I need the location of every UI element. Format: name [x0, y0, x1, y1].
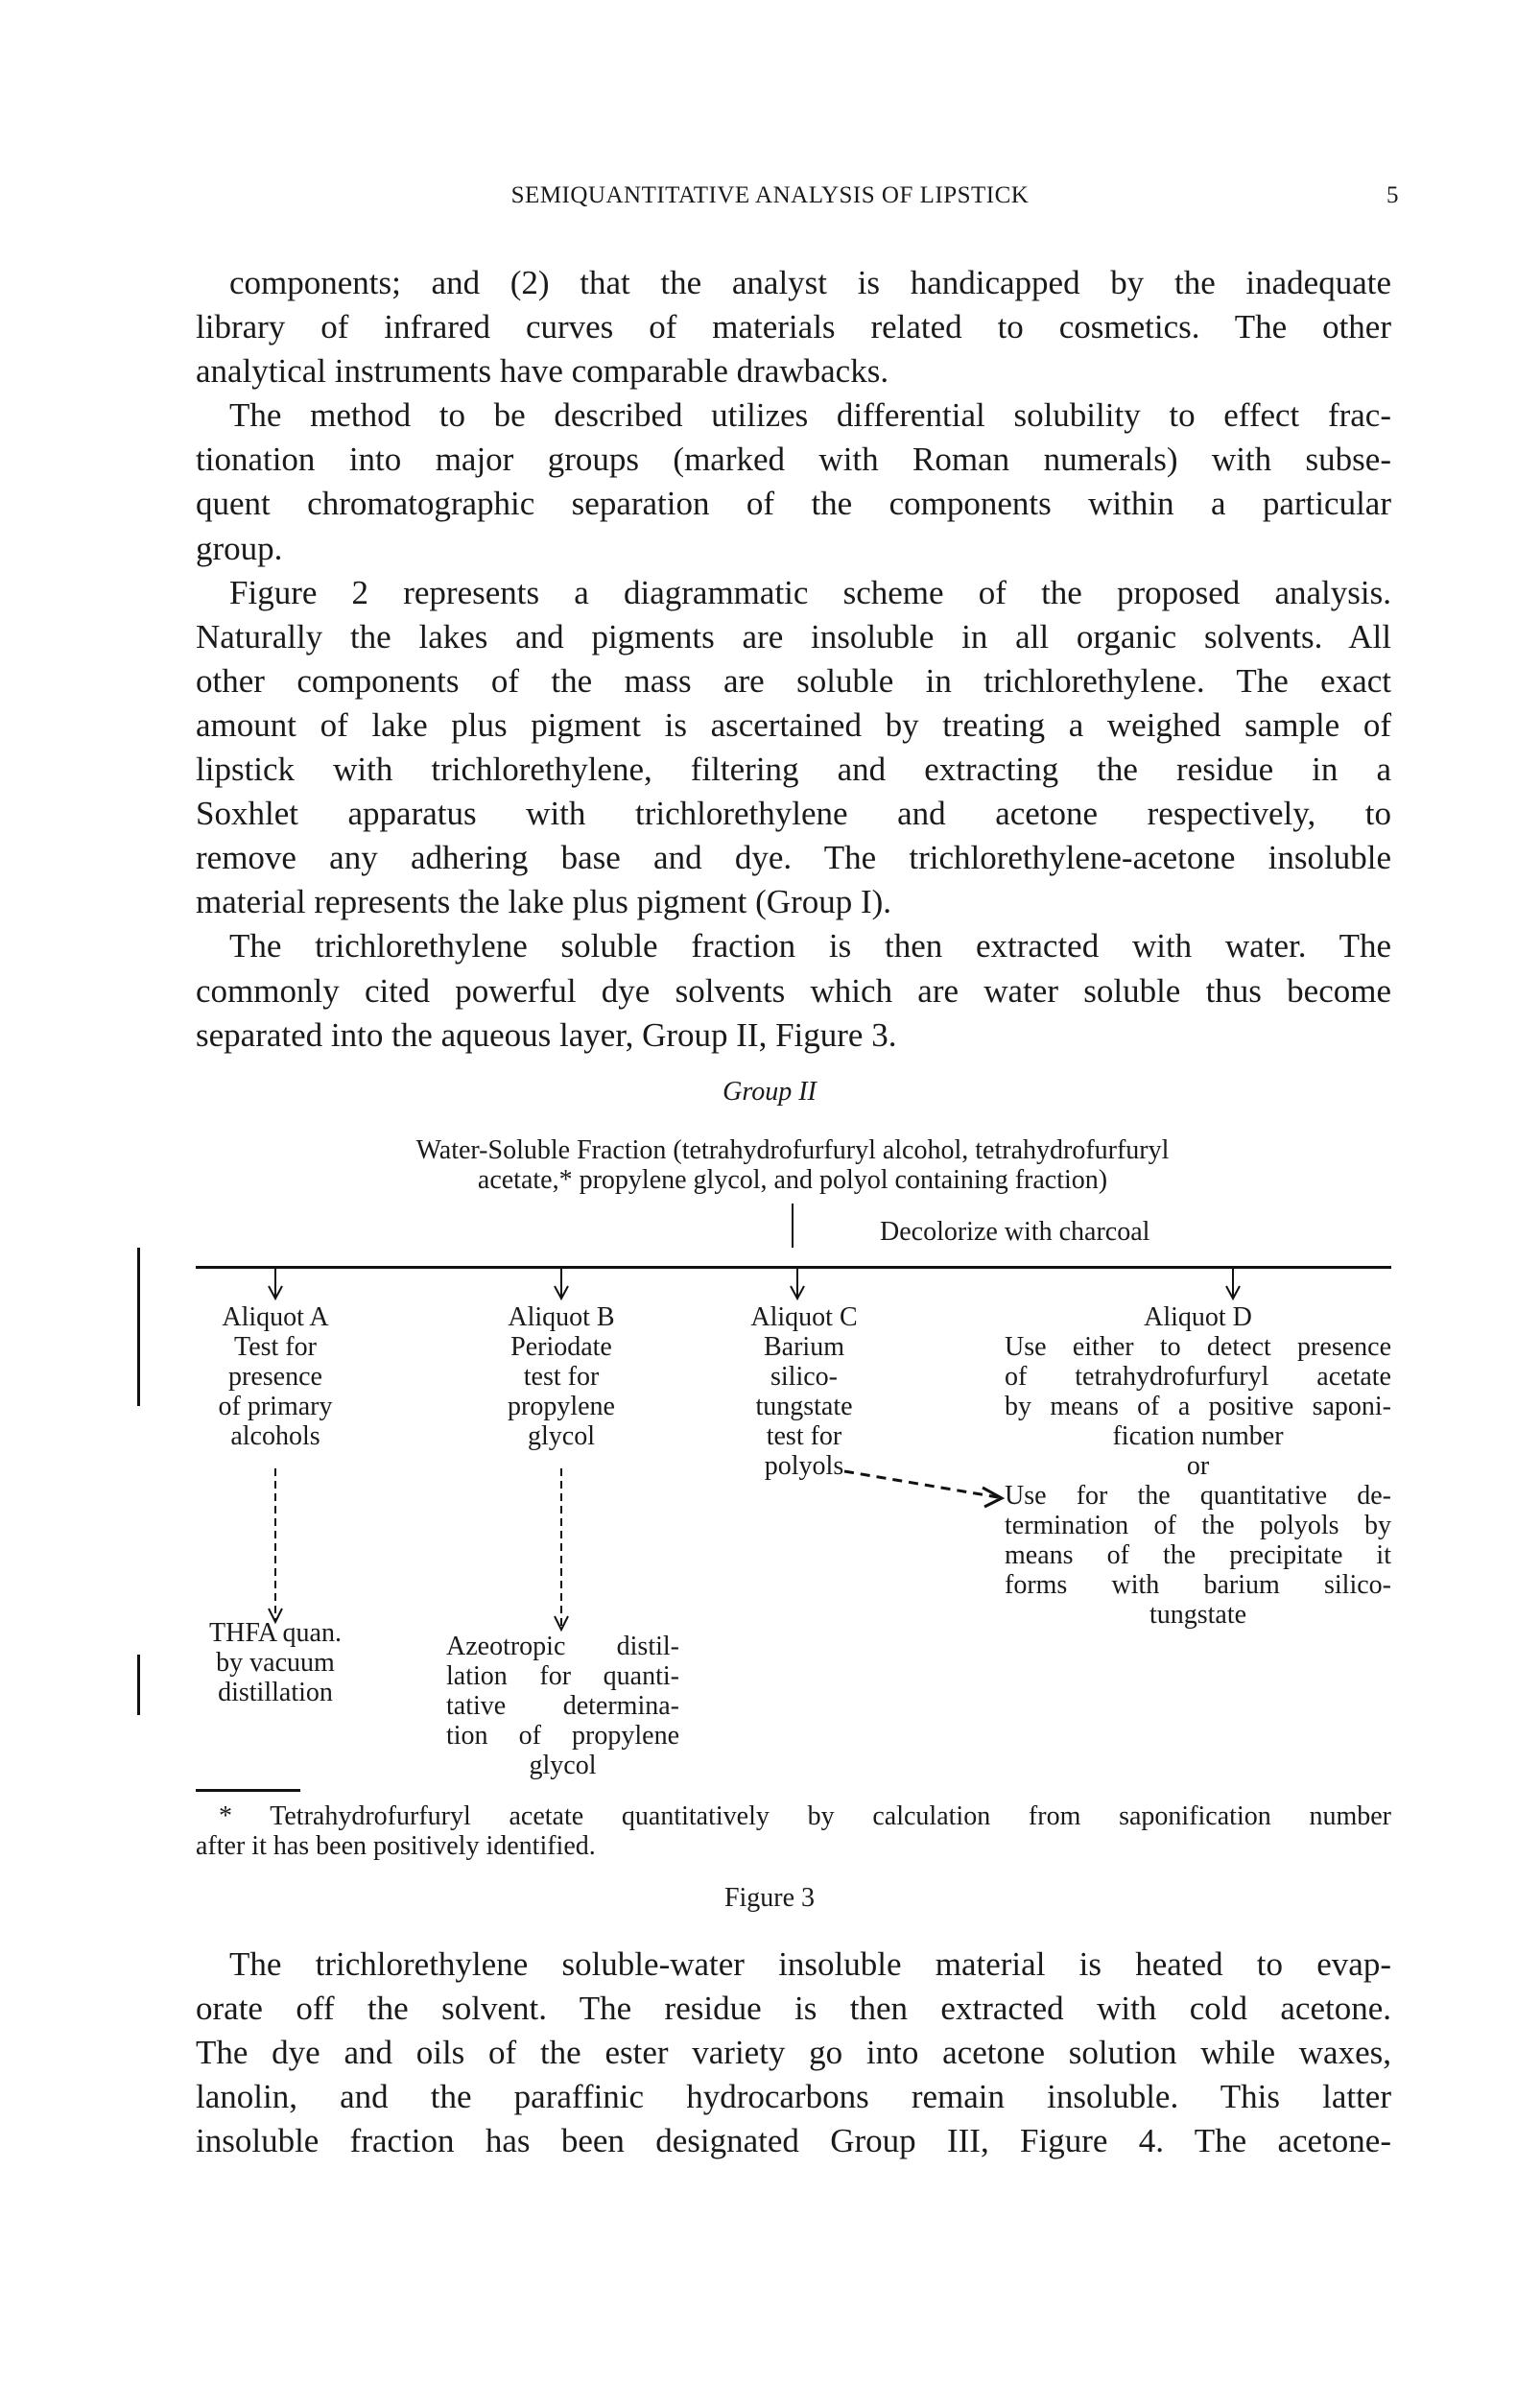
text-line: Periodate: [510, 1332, 612, 1362]
paragraph-line: The trichlorethylene soluble-water insoluble material is heated to evap-: [229, 1945, 1391, 1983]
text-line: polyols: [764, 1451, 844, 1481]
paragraph-line: other components of the mass are soluble in trichlorethylene. The exact: [196, 661, 1391, 700]
text-line: tungstate: [755, 1392, 853, 1421]
text-line: forms with barium silico-: [1005, 1570, 1391, 1600]
paragraph-line: quent chromatographic separation of the components within a particular: [196, 485, 1391, 523]
text-line: by vacuum: [216, 1648, 335, 1678]
paragraph-line: material represents the lake plus pigment (Group I).: [196, 883, 892, 921]
paragraph-line: group.: [196, 529, 283, 567]
text-line: * Tetrahydrofurfuryl acetate quantitatively by calculation from saponification number: [219, 1801, 1391, 1831]
text-line: of tetrahydrofurfuryl acetate: [1005, 1362, 1391, 1392]
group-title: Group II: [723, 1077, 817, 1107]
paragraph-line: insoluble fraction has been designated Group III, Figure 4. The acetone-: [196, 2122, 1391, 2160]
footnote: [196, 1801, 1391, 1861]
text-line: after it has been positively identified.: [196, 1831, 596, 1861]
paragraph-line: The dye and oils of the ester variety go into acetone solution while waxes,: [196, 2034, 1391, 2072]
text-line: alcohols: [230, 1421, 320, 1451]
text-line: presence: [228, 1362, 322, 1392]
body-text-bottom: [196, 1943, 1391, 2163]
or-label: or: [1186, 1451, 1210, 1481]
step-label: Decolorize with charcoal: [880, 1217, 1150, 1247]
text-line: Azeotropic distil-: [446, 1632, 679, 1661]
paragraph-line: tionation into major groups (marked with Roman numerals) with subse-: [196, 441, 1391, 479]
text-line: Barium: [763, 1332, 844, 1362]
text-line: by means of a positive saponi-: [1005, 1392, 1391, 1421]
paragraph-line: Naturally the lakes and pigments are insoluble in all organic solvents. All: [196, 617, 1391, 656]
text-line: Use for the quantitative de-: [1005, 1481, 1391, 1511]
text-line: lation for quanti-: [446, 1661, 679, 1691]
aliquot-title: Aliquot A: [222, 1302, 329, 1332]
paragraph-line: commonly cited powerful dye solvents which are water soluble thus become: [196, 971, 1391, 1010]
text-line: tungstate: [1149, 1600, 1247, 1630]
paragraph-line: remove any adhering base and dye. The trichlorethylene-acetone insoluble: [196, 839, 1391, 877]
paragraph-line: separated into the aqueous layer, Group II, Figure 3.: [196, 1015, 897, 1054]
paragraph-line: The trichlorethylene soluble fraction is then extracted with water. The: [229, 927, 1391, 966]
paragraph-line: Figure 2 represents a diagrammatic scheme of the proposed analysis.: [229, 573, 1391, 611]
text-line: of primary: [218, 1392, 333, 1421]
text-line: silico-: [770, 1362, 838, 1392]
paragraph-line: lipstick with trichlorethylene, filtering and extracting the residue in a: [196, 751, 1391, 789]
paragraph-line: amount of lake plus pigment is ascertained by treating a weighed sample of: [196, 705, 1391, 744]
paragraph-line: lanolin, and the paraffinic hydrocarbons remain insoluble. This latter: [196, 2078, 1391, 2116]
figure-caption: Figure 3: [723, 1883, 816, 1913]
aliquot-title: Aliquot B: [508, 1302, 615, 1332]
text-line: means of the precipitate it: [1005, 1540, 1391, 1570]
dashed-arrow-c-to-d: [844, 1471, 998, 1497]
text-line: Use either to detect presence: [1005, 1332, 1391, 1362]
text-line: Test for: [234, 1332, 317, 1362]
text-line: glycol: [529, 1751, 597, 1780]
text-line: termination of the polyols by: [1005, 1511, 1391, 1540]
paragraph-line: components; and (2) that the analyst is handicapped by the inadequate: [229, 264, 1391, 301]
text-line: fication number: [1112, 1421, 1284, 1451]
running-header: SEMIQUANTITATIVE ANALYSIS OF LIPSTICK: [510, 182, 1030, 208]
text-line: propylene: [508, 1392, 615, 1421]
page-number: 5: [1386, 182, 1399, 208]
footnote-rule: [196, 1789, 300, 1792]
root-node-line: Water-Soluble Fraction (tetrahydrofurfuryl alcohol, tetrahydrofurfuryl: [415, 1135, 1170, 1165]
aliquot-title: Aliquot D: [1144, 1302, 1252, 1332]
root-node-line: acetate,* propylene glycol, and polyol containing fraction): [477, 1165, 1108, 1195]
text-line: test for: [523, 1362, 600, 1392]
paragraph-line: library of infrared curves of materials related to cosmetics. The other: [196, 308, 1391, 346]
paragraph-line: Soxhlet apparatus with trichlorethylene and acetone respectively, to: [196, 795, 1391, 833]
text-line: THFA quan.: [209, 1618, 342, 1648]
paragraph-line: analytical instruments have comparable drawbacks.: [196, 352, 889, 391]
text-line: glycol: [528, 1421, 595, 1451]
text-line: tion of propylene: [446, 1721, 679, 1751]
paragraph-line: The method to be described utilizes differential solubility to effect frac-: [229, 396, 1391, 435]
text-line: tative determina-: [446, 1691, 679, 1721]
text-line: test for: [766, 1421, 842, 1451]
paragraph-line: orate off the solvent. The residue is then extracted with cold acetone.: [196, 1990, 1391, 2028]
aliquot-title: Aliquot C: [750, 1302, 858, 1332]
text-line: distillation: [218, 1678, 333, 1707]
